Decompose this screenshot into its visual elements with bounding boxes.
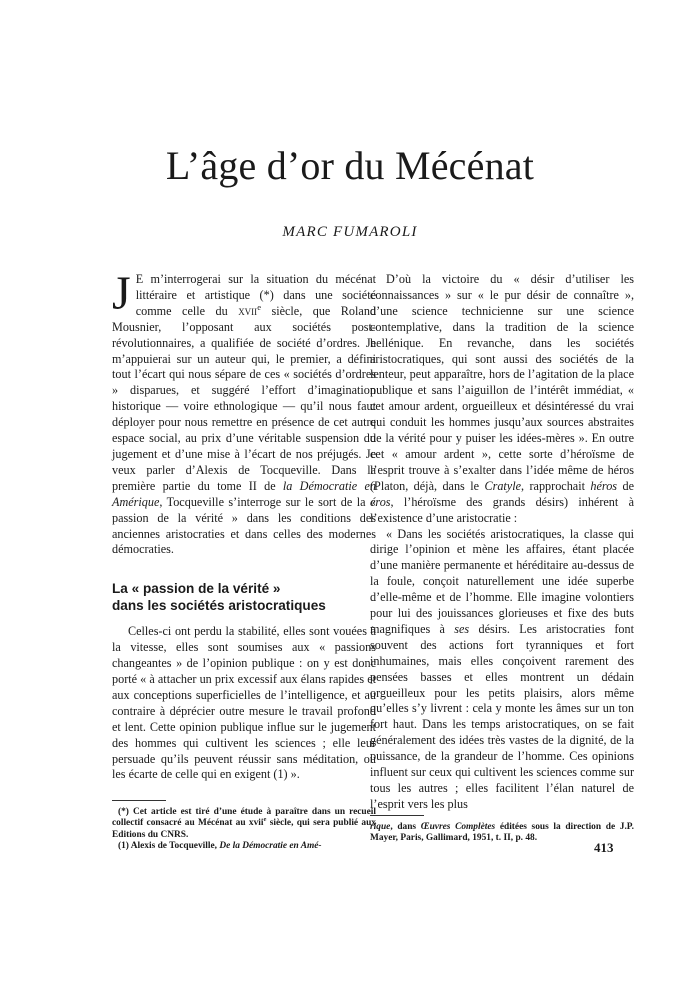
book-title: la Démocratie en Amérique — [112, 478, 376, 509]
section-heading: La « passion de la vérité » dans les sociétés aristocratiques — [112, 581, 326, 613]
footnote-1-continued: rique, dans Œuvres Complètes éditées sous la direction de J.P. Mayer, Paris, Gallimard, 1951, t. II, p. 48. — [370, 822, 634, 844]
article-title: L’âge d’or du Mécénat — [165, 143, 535, 188]
footnotes-left — [112, 788, 376, 853]
intro-paragraph: J E m’interrogerai sur la situation du mécénat littéraire et artistique (*) dans une société comme celle du xvii$^e$ siècle, que Roland Mousnier, l’opposant aux sociétés post-révolutionnaires, a qualifiée de société d’ordres. Je m’appuierai sur un auteur qui, le premier, a défini tout l’écart qui nous sépare de ces « sociétés d’ordres » disparues, et suggéré l’effort d’imagination historique — voire ethnologique — qu’il nous faut déployer pour nous remettre en présence de cet autre espace social, au prix d’une véritable suspension du jugement et d’une mise à l’écart de nos préjugés. Je veux parler d’Alexis de Tocqueville. Dans la première partie du tome II de la Démocratie en Amérique, Tocqueville s’interroge sur le sort de la « passion de la vérité » dans les conditions des anciennes aristocraties et dans celles des modernes démocraties. — [112, 267, 377, 557]
footnote-rule — [370, 815, 424, 816]
footnote-rule — [112, 800, 166, 801]
quote-paragraph: « Dans les sociétés aristocratiques, la classe qui dirige l’opinion et mène les affaires, étant placée d’une manière permanente et héréditaire au-dessus de la foule, conçoit naturellement une idée superbe d’elle-même et de l’homme. Elle imagine volontiers pour lui des jouissances glorieuses et fixe des buts magnifiques à ses désirs. Les aristocraties font souvent des actions fort tyranniques et fort inhumaines, mais elles conçoivent rarement des pensées basses et elles montrent un dédain orgueilleux pour les petits plaisirs, alors même qu’elles s’y livrent : cela y monte les âmes sur un ton fort haut. Dans les temps aristocratiques, on se fait généralement des idées très vastes de la dignité, de la puissance, de la grandeur de l’homme. Ces opinions influent sur ceux qui cultivent les sciences comme sur tous les autres ; elles facilitent l’élan naturel de l’esprit vers les plus — [370, 526, 634, 811]
body-paragraph: Celles-ci ont perdu la stabilité, elles sont vouées à la vitesse, elles sont soumises aux « passions changeantes » de l’opinion publique : on y est donc porté « à attacher un prix excessif aux élans rapides et aux conceptions superficielles de l’intelligence, et au contraire à déprécier outre mesure le travail profond et lent. Cette opinion publique influe sur le jugement des hommes qui cultivent les sciences ; elle leur persuade qu’ils peuvent réussir sans méditation, ou les écarte de celle qui en exigent (1) ». — [112, 624, 376, 782]
footnote-ref: (1) — [273, 767, 288, 782]
page-number: 413 — [594, 840, 614, 855]
footnotes-right — [370, 803, 634, 845]
footnote-star: (*) Cet article est tiré d’une étude à paraître dans un recueil collectif consacré au Mécénat au xvii$^e$ siècle, qui sera publié aux Editions du CNRS. — [112, 807, 376, 840]
body-paragraph: D’où la victoire du « désir d’utiliser les connaissances » sur « le pur désir de connaître », d’une science technicienne sur une science contemplative, dans la tradition de la science hellénique. En revanche, dans les sociétés aristocratiques, qui sont aussi des sociétés de la lenteur, peut apparaître, hors de l’agitation de la place publique et sans l’aiguillon de l’intérêt immédiat, « cet amour ardent, orgueilleux et désintéressé du vrai qui conduit les hommes jusqu’aux sources abstraites de la vérité pour y puiser les idées-mères ». En outre cet « amour ardent », cette sorte d’héroïsme de l’esprit trouve à s’exalter dans l’idée même de héros (Platon, déjà, dans le Cratyle, rapprochait héros de éros, l’héroïsme des grands désirs) inhérent à l’existence d’une aristocratie : — [370, 272, 634, 525]
footnote-1: (1) Alexis de Tocqueville, De la Démocratie en Amé- — [118, 841, 322, 852]
right-column — [370, 272, 634, 813]
article-author: MARC FUMAROLI — [282, 224, 418, 240]
drop-cap: J — [112, 267, 131, 320]
left-column — [112, 267, 377, 783]
